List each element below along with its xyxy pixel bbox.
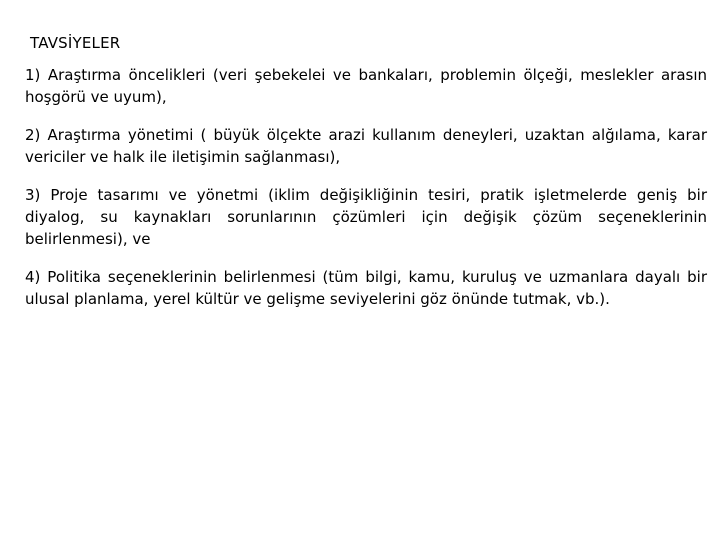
recommendation-item-1: 1) Araştırma öncelikleri (veri şebekelei ve bankaları, problemin ölçeği, meslekler arasın hoşgörü ve uyum), [25,66,707,106]
recommendation-item-3: 3) Proje tasarımı ve yönetmi (iklim değişikliğinin tesiri, pratik işletmelerde geniş bir diyalog, su kaynakları sorunlarının çözümleri için değişik çözüm seçeneklerinin belirlenmesi), ve [25,186,707,248]
recommendation-list [25,64,707,326]
recommendation-item-2: 2) Araştırma yönetimi ( büyük ölçekte arazi kullanım deneyleri, uzaktan alğılama, karar vericiler ve halk ile iletişimin sağlanması), [25,126,707,166]
page-title: TAVSİYELER [30,34,121,52]
recommendation-item-4: 4) Politika seçeneklerinin belirlenmesi (tüm bilgi, kamu, kuruluş ve uzmanlara dayalı bir ulusal planlama, yerel kültür ve gelişme seviyelerini göz önünde tutmak, vb.). [25,268,707,308]
